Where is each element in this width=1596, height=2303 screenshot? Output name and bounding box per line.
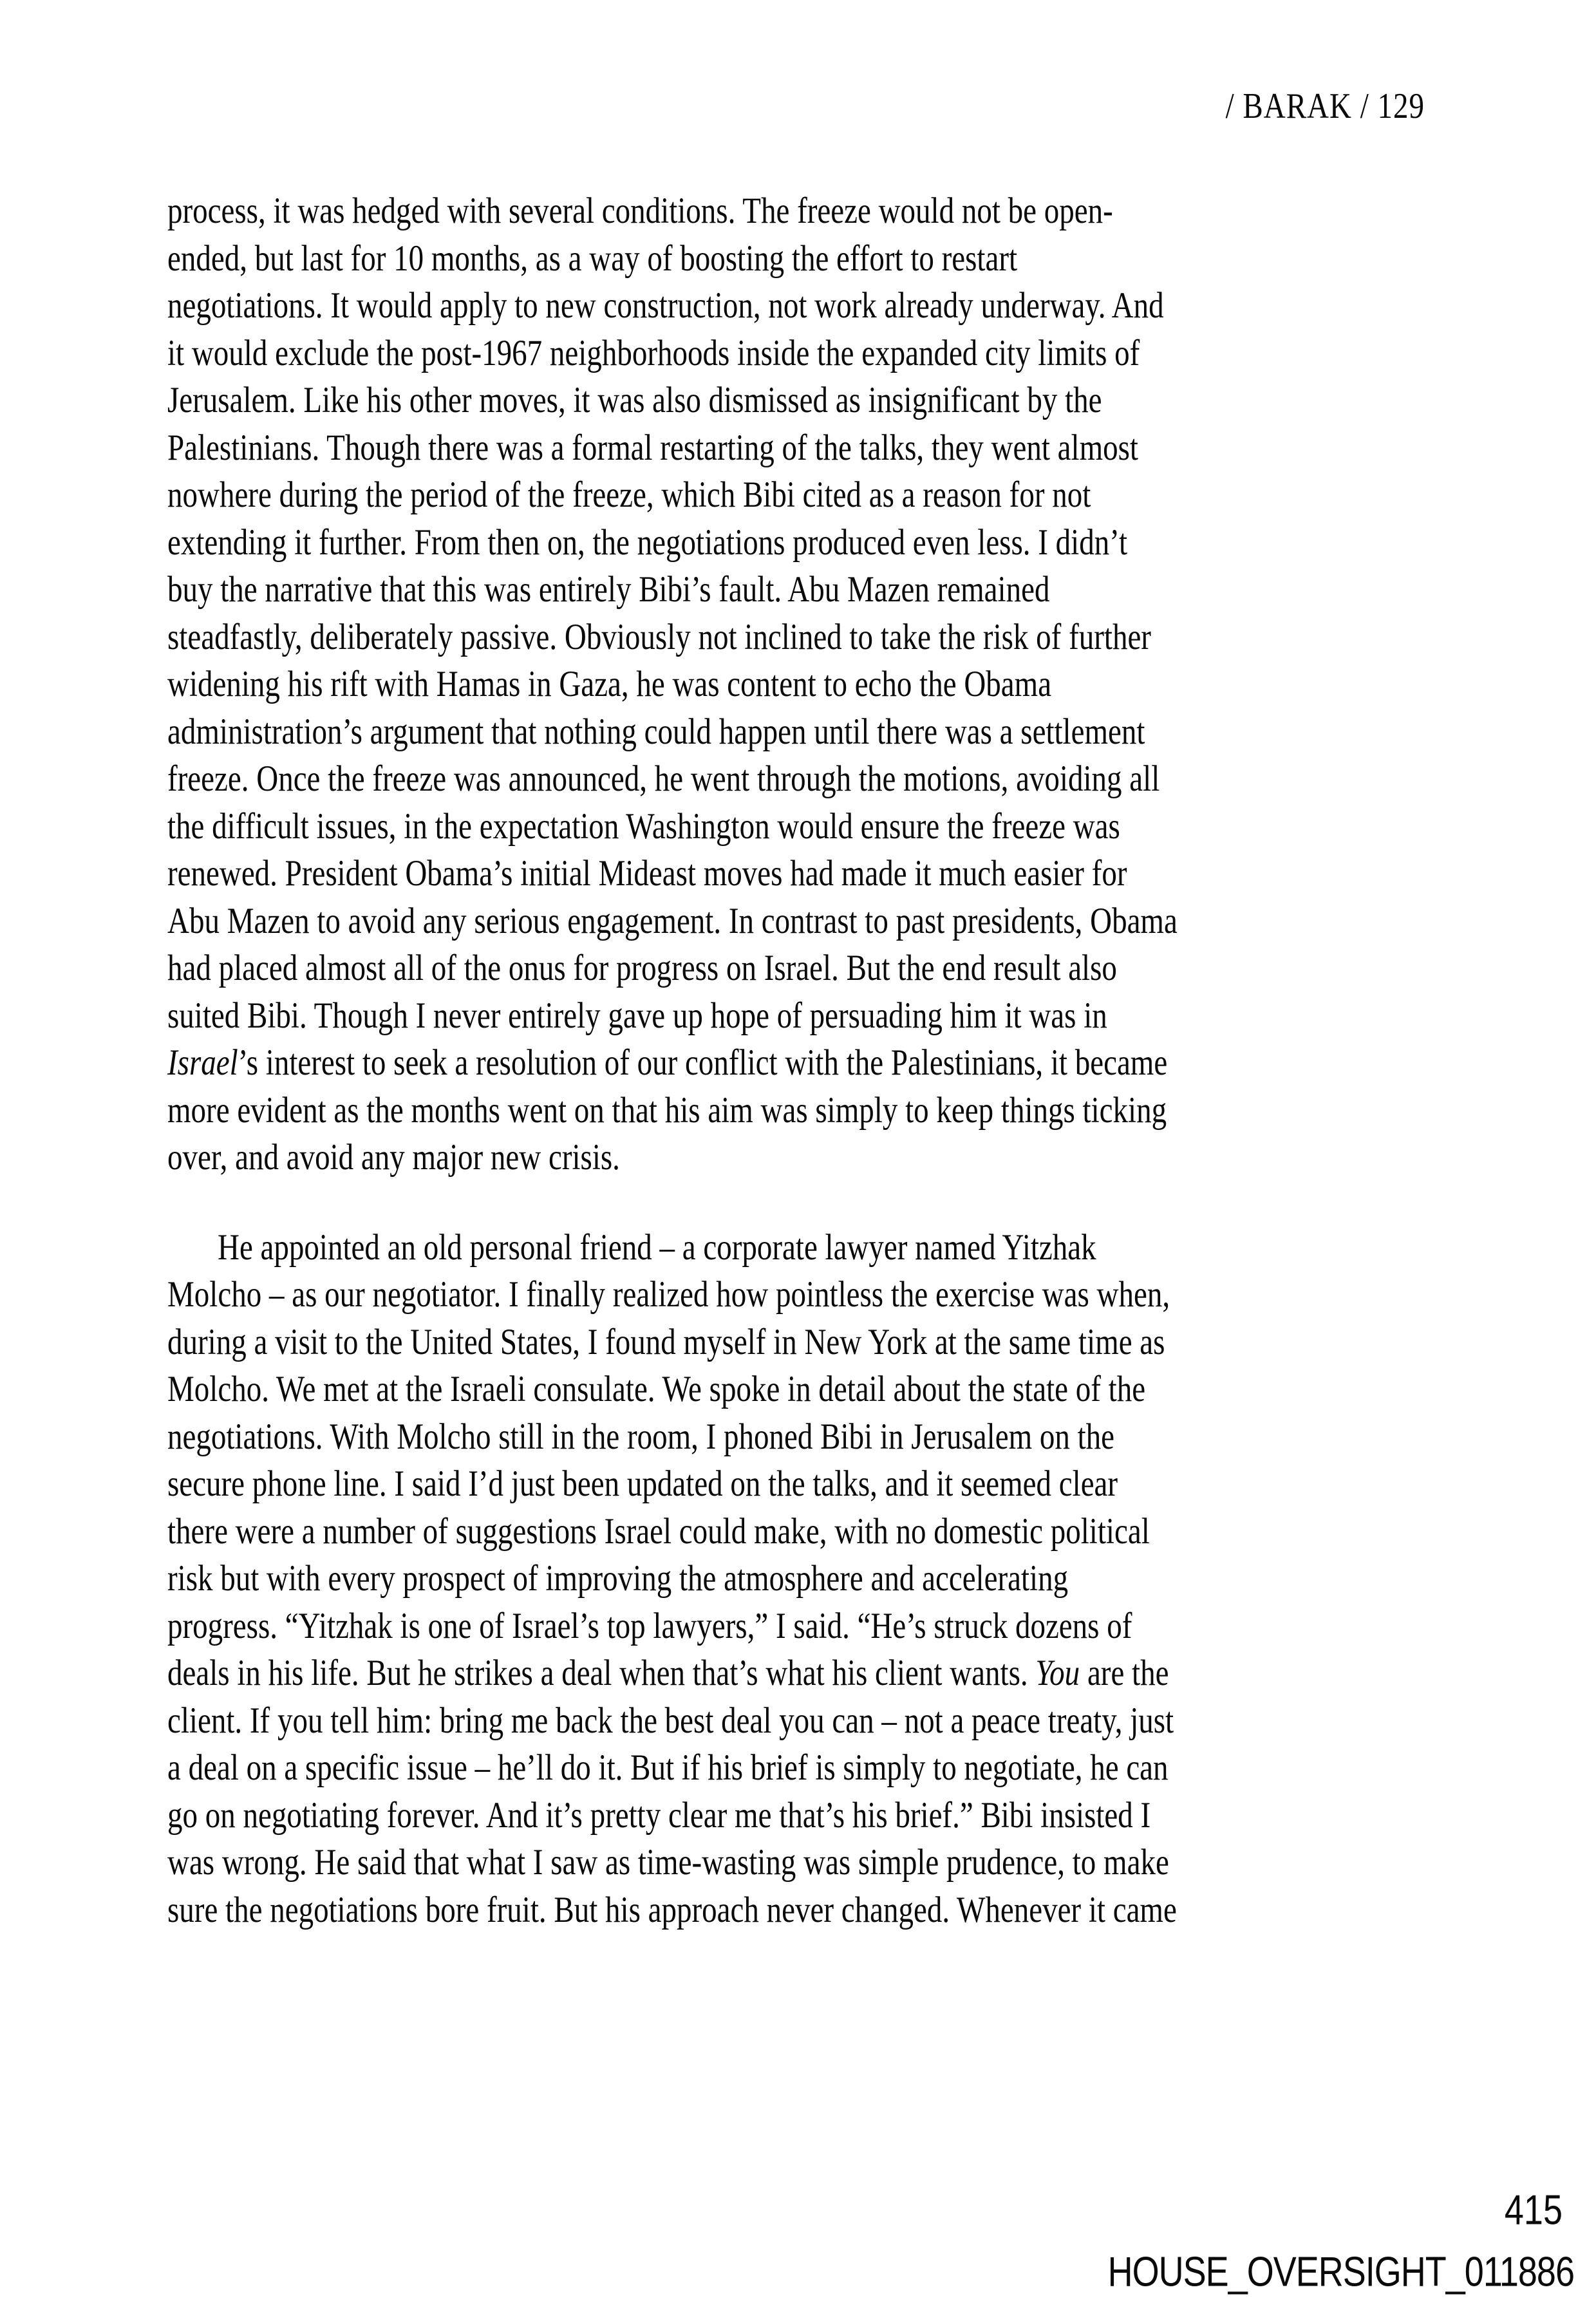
text-line: widening his rift with Hamas in Gaza, he was content to echo the Obama (167, 664, 1052, 705)
text-line: freeze. Once the freeze was announced, he went through the motions, avoiding all (167, 758, 1160, 800)
text-line: more evident as the months went on that his aim was simply to keep things ticking (167, 1089, 1167, 1131)
text-line: risk but with every prospect of improving the atmosphere and accelerating (167, 1558, 1069, 1599)
text-line: there were a number of suggestions Israel could make, with no domestic political (167, 1510, 1150, 1552)
text-line: deals in his life. But he strikes a deal when that’s what his client wants. You are the (167, 1653, 1169, 1694)
paragraph (167, 1225, 1449, 1935)
text-line: ended, but last for 10 months, as a way of boosting the effort to restart (167, 238, 1018, 279)
text-line: negotiations. It would apply to new construction, not work already underway. And (167, 285, 1164, 326)
text-line: suited Bibi. Though I never entirely gave up hope of persuading him it was in (167, 995, 1107, 1037)
text-line: extending it further. From then on, the negotiations produced even less. I didn’t (167, 522, 1128, 563)
bates-number: HOUSE_OVERSIGHT_011886 (1107, 2249, 1574, 2295)
running-header: / BARAK / 129 (1225, 86, 1425, 127)
text-line: the difficult issues, in the expectation Washington would ensure the freeze was (167, 805, 1120, 847)
text-line: process, it was hedged with several conditions. The freeze would not be open- (167, 191, 1113, 232)
text-line: progress. “Yitzhak is one of Israel’s top lawyers,” I said. “He’s struck dozens of (167, 1605, 1132, 1647)
text-line: nowhere during the period of the freeze, which Bibi cited as a reason for not (167, 475, 1091, 516)
text-line: secure phone line. I said I’d just been updated on the talks, and it seemed clear (167, 1463, 1118, 1505)
text-line: it would exclude the post-1967 neighborhoods inside the expanded city limits of (167, 332, 1140, 374)
text-line: a deal on a specific issue – he’ll do it. But if his brief is simply to negotiate, he can (167, 1747, 1169, 1789)
text-line: go on negotiating forever. And it’s pretty clear me that’s his brief.” Bibi insisted I (167, 1794, 1151, 1836)
text-line: was wrong. He said that what I saw as time-wasting was simple prudence, to make (167, 1842, 1169, 1883)
text-line: administration’s argument that nothing could happen until there was a settlement (167, 711, 1145, 753)
text-line: steadfastly, deliberately passive. Obviously not inclined to take the risk of further (167, 616, 1151, 658)
text-line: client. If you tell him: bring me back the best deal you can – not a peace treaty, just (167, 1700, 1174, 1742)
paragraph (167, 188, 1449, 1182)
text-line: negotiations. With Molcho still in the room, I phoned Bibi in Jerusalem on the (167, 1416, 1115, 1458)
text-line: Palestinians. Though there was a formal restarting of the talks, they went almost (167, 427, 1138, 469)
text-line: Israel’s interest to seek a resolution of our conflict with the Palestinians, it became (167, 1042, 1168, 1084)
text-line: renewed. President Obama’s initial Mideast moves had made it much easier for (167, 853, 1127, 894)
text-line: Molcho. We met at the Israeli consulate. We spoke in detail about the state of the (167, 1369, 1146, 1410)
text-line: Molcho – as our negotiator. I finally realized how pointless the exercise was when, (167, 1274, 1170, 1315)
text-line: He appointed an old personal friend – a corporate lawyer named Yitzhak (218, 1227, 1096, 1268)
text-line: sure the negotiations bore fruit. But his approach never changed. Whenever it came (167, 1889, 1177, 1931)
text-line: Jerusalem. Like his other moves, it was also dismissed as insignificant by the (167, 380, 1102, 421)
text-line: buy the narrative that this was entirely Bibi’s fault. Abu Mazen remained (167, 569, 1050, 610)
body-text (167, 188, 1449, 1934)
text-line: during a visit to the United States, I found myself in New York at the same time as (167, 1321, 1165, 1363)
page-number: 415 (1504, 2187, 1563, 2233)
text-line: over, and avoid any major new crisis. (167, 1137, 620, 1178)
text-line: Abu Mazen to avoid any serious engagement. In contrast to past presidents, Obama (167, 900, 1178, 942)
text-line: had placed almost all of the onus for progress on Israel. But the end result also (167, 948, 1117, 989)
